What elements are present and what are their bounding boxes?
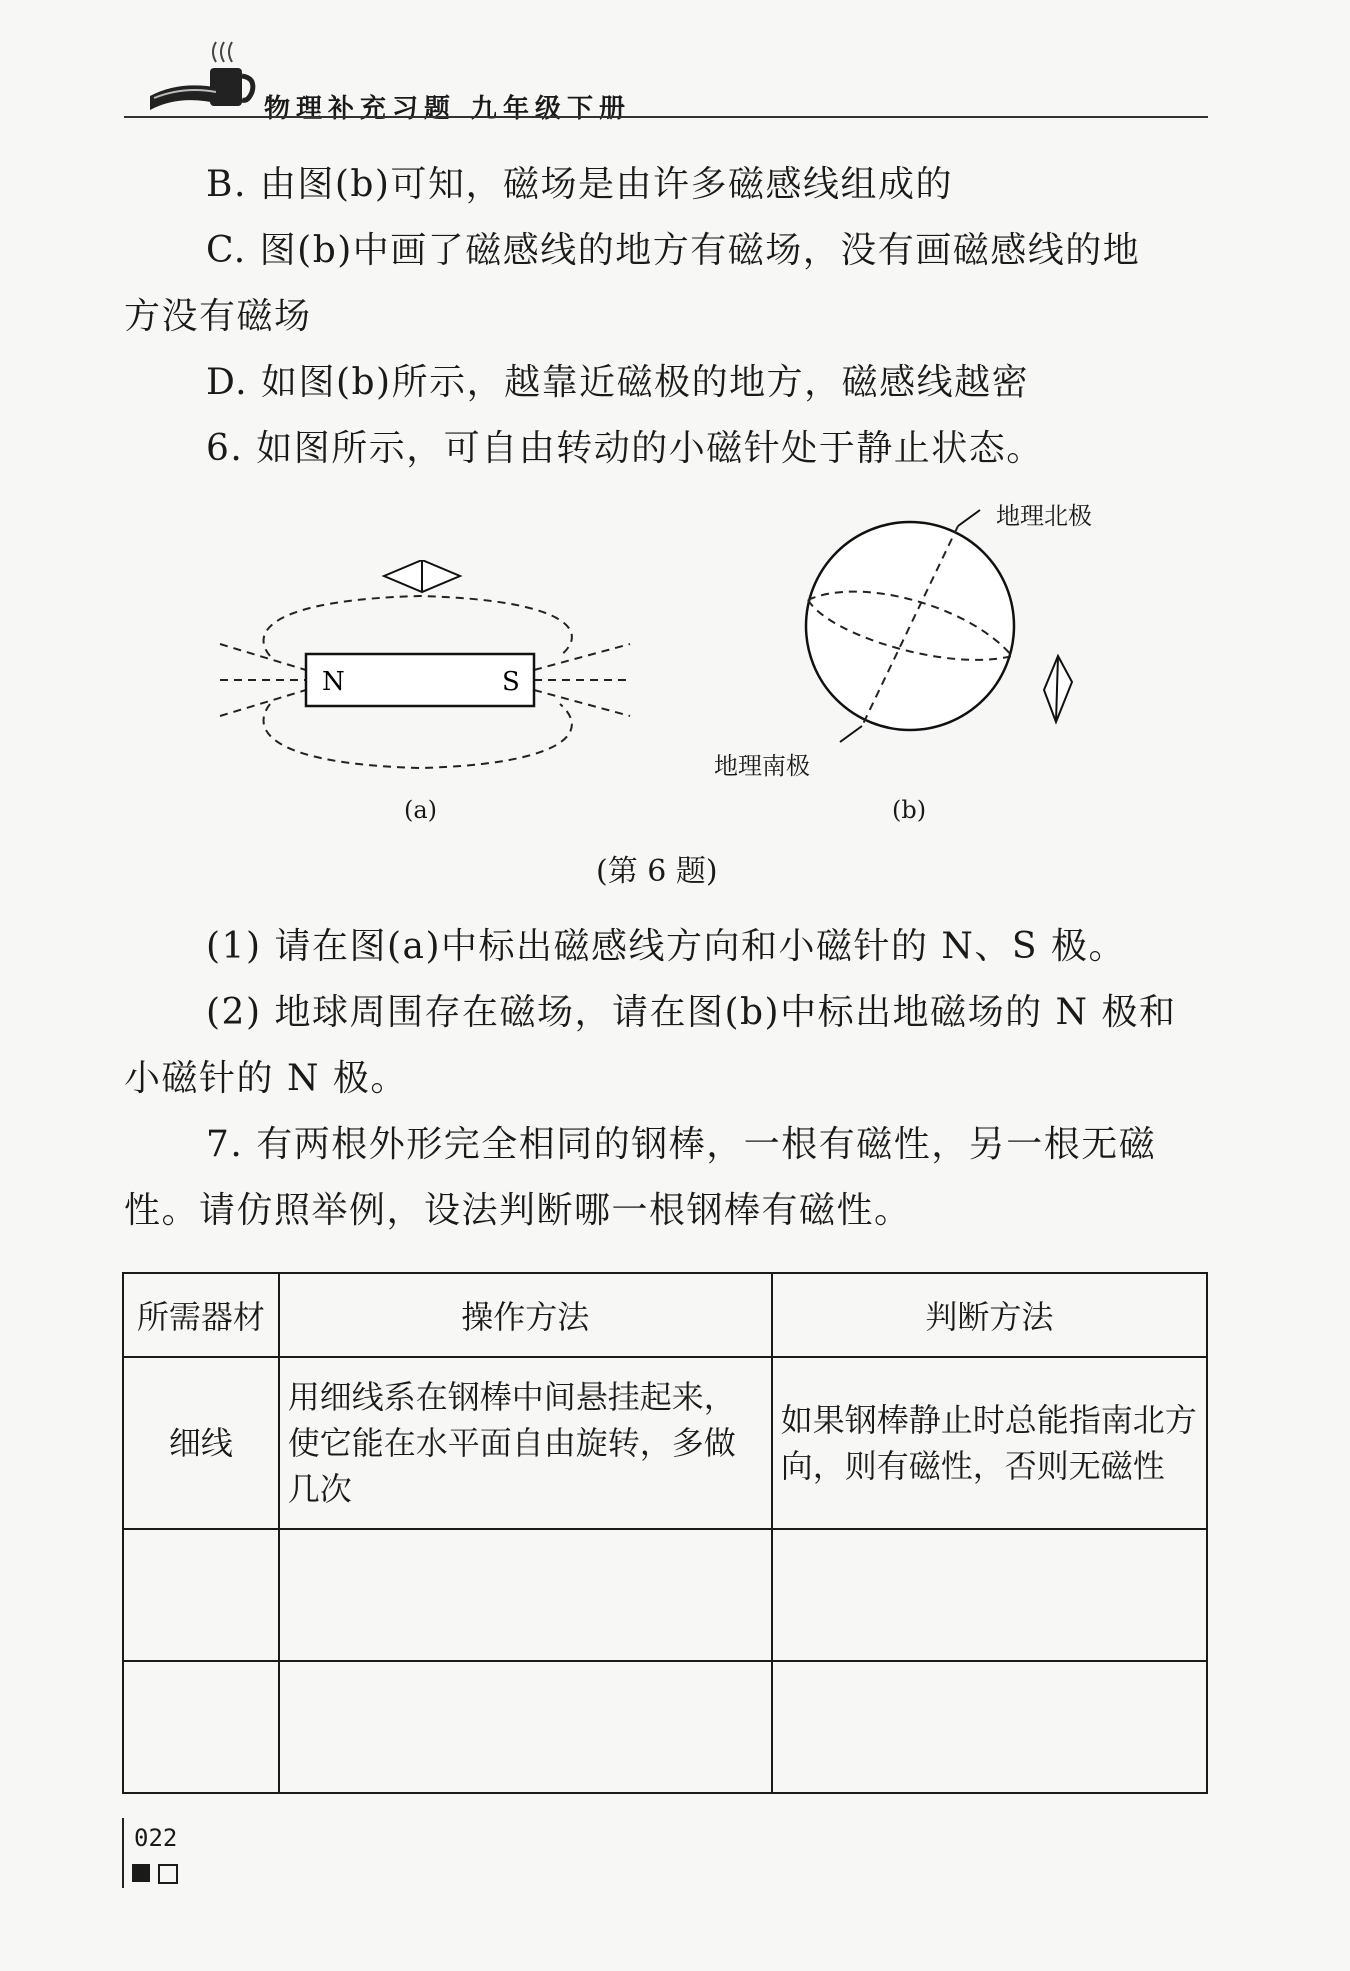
header-judgement: 判断方法 — [772, 1273, 1207, 1357]
south-pole-label: 地理南极 — [714, 752, 810, 780]
south-pole-leader — [840, 726, 862, 742]
q6-sub1: (1) 请在图(a)中标出磁感线方向和小磁针的 N、S 极。 — [206, 926, 1127, 967]
north-pole-leader — [958, 510, 980, 526]
compass-needle-b — [1044, 656, 1072, 722]
page-title: 物理补充习题 九年级下册 — [264, 94, 632, 124]
compass-needle-a — [384, 560, 460, 592]
figure-a-bar-magnet-field — [210, 560, 640, 800]
table-row — [123, 1661, 1207, 1793]
option-b: B. 由图(b)可知，磁场是由许多磁感线组成的 — [206, 164, 953, 205]
q7-stem: 7. 有两根外形完全相同的钢棒，一根有磁性，另一根无磁 性。请仿照举例，设法判断哪一根钢棒有磁性。 — [124, 1124, 1157, 1231]
north-pole-label: 地理北极 — [996, 502, 1092, 530]
option-d: D. 如图(b)所示，越靠近磁极的地方，磁感线越密 — [206, 362, 1030, 403]
footer-bar — [122, 1818, 124, 1888]
q6-sub2: (2) 地球周围存在磁场，请在图(b)中标出地磁场的 N 极和 小磁针的 N 极。 — [124, 992, 1177, 1099]
field-line-right-down — [534, 690, 630, 716]
magnet-s-label: S — [502, 667, 520, 697]
header-equipment: 所需器材 — [123, 1273, 279, 1357]
figure-caption: (第 6 题) — [596, 854, 718, 889]
cell-judgement[interactable] — [772, 1661, 1207, 1793]
cell-judgement[interactable] — [772, 1529, 1207, 1661]
field-line-left-up — [220, 644, 306, 670]
cell-judgement: 如果钢棒静止时总能指南北方向，则有磁性，否则无磁性 — [772, 1357, 1207, 1529]
magnet-n-label: N — [322, 667, 345, 697]
filled-square-icon — [132, 1864, 150, 1882]
header-rule — [124, 116, 1208, 118]
q6-stem: 6. 如图所示，可自由转动的小磁针处于静止状态。 — [206, 428, 1044, 469]
figure-b-label: (b) — [892, 796, 927, 824]
field-line-top — [264, 596, 572, 656]
field-line-bottom — [264, 704, 572, 768]
field-line-right-up — [534, 644, 630, 670]
cell-operation: 用细线系在钢棒中间悬挂起来，使它能在水平面自由旋转，多做几次 — [279, 1357, 772, 1529]
book-and-mug-icon — [150, 34, 276, 126]
figure-a-label: (a) — [404, 796, 438, 824]
page-header — [124, 28, 1208, 124]
cell-equipment[interactable] — [123, 1661, 279, 1793]
earth-circle — [806, 522, 1014, 730]
header-operation: 操作方法 — [279, 1273, 772, 1357]
table-row — [123, 1529, 1207, 1661]
method-table — [122, 1272, 1208, 1794]
cell-equipment: 细线 — [123, 1357, 279, 1529]
table-header-row — [123, 1273, 1207, 1357]
cell-equipment[interactable] — [123, 1529, 279, 1661]
page-number: 022 — [134, 1824, 178, 1852]
field-line-left-down — [220, 690, 306, 716]
figure-b-earth-field — [790, 496, 1090, 776]
cell-operation[interactable] — [279, 1661, 772, 1793]
open-square-icon — [158, 1864, 178, 1884]
option-c: C. 图(b)中画了磁感线的地方有磁场，没有画磁感线的地 方没有磁场 — [124, 230, 1141, 337]
table-row — [123, 1357, 1207, 1529]
cell-operation[interactable] — [279, 1529, 772, 1661]
